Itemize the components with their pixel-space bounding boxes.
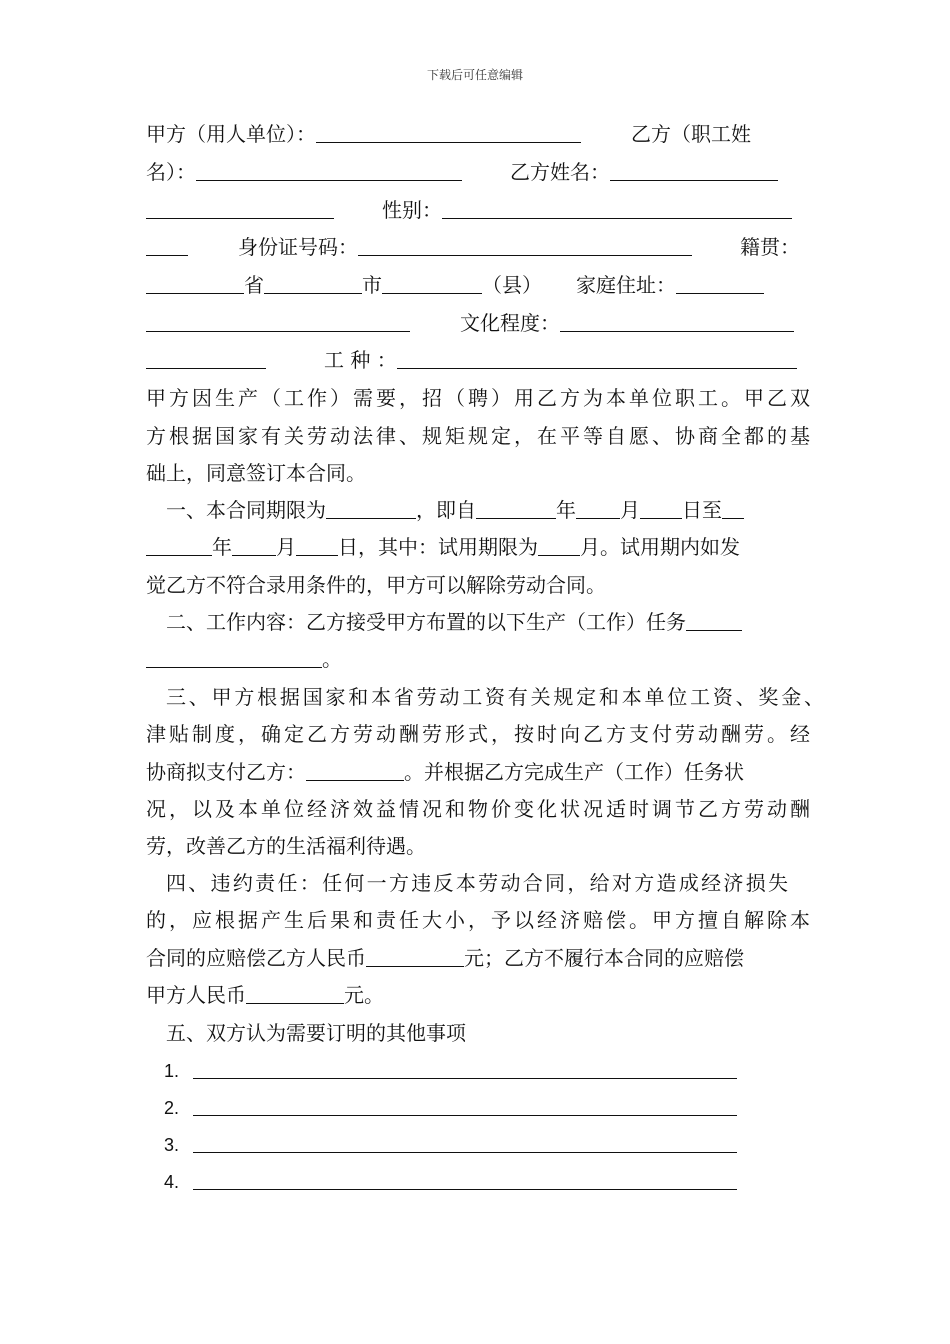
other-item-1-blank[interactable] [193,1058,737,1079]
start-year-blank[interactable] [476,498,556,519]
clause-4-line-3: 合同的应赔偿乙方人民币 元；乙方不履行本合同的应赔偿 [146,946,744,970]
compensation-a-blank[interactable] [366,946,464,967]
gender-line [146,196,810,224]
address-line [146,271,810,299]
intro-line-2: 方根据国家有关劳动法律、规矩规定，在平等自愿、协商全都的基 [146,424,810,448]
intro-line-1: 甲方因生产（工作）需要，招（聘）用乙方为本单位职工。甲乙双 [146,386,810,410]
clause-5-title: 五、双方认为需要订明的其他事项 [166,1021,466,1045]
gender-label: 性别： [382,198,442,222]
clause-4-line-4: 甲方人民币 元。 [146,983,384,1007]
party-a-line [146,120,810,148]
end-month-blank[interactable] [232,535,276,556]
page-header: 下载后可任意编辑 [426,68,523,82]
party-b-blank[interactable] [196,160,462,181]
id-blank[interactable] [358,235,692,256]
education-label: 文化程度： [460,311,560,335]
home-address-blank[interactable] [676,273,764,294]
education-blank[interactable] [560,311,794,332]
clause-1-line-1: 一、本合同期限为 ，即自 年 月 日至 [166,496,810,524]
other-item-2-blank[interactable] [193,1095,737,1116]
county-label: （县） [482,273,542,297]
party-a-blank[interactable] [316,122,581,143]
home-address-label: 家庭住址： [576,273,676,297]
other-item-4-blank[interactable] [193,1169,737,1190]
job-type-line [146,346,810,374]
clause-1-line-3: 觉乙方不符合录用条件的，甲方可以解除劳动合同。 [146,573,606,597]
other-item-1: 1. [164,1056,828,1085]
clause-3-line-2: 津贴制度，确定乙方劳动酬劳形式，按时向乙方支付劳动酬劳。经 [146,722,810,746]
other-item-2: 2. [164,1093,828,1122]
clause-3-line-1: 三、甲方根据国家和本省劳动工资有关规定和本单位工资、奖金、 [166,685,824,709]
city-blank[interactable] [264,273,362,294]
clause-2-line-2: 。 [146,645,810,673]
party-a-label: 甲方（用人单位）： [146,122,316,146]
home-address-blank-cont[interactable] [146,311,410,332]
probation-blank[interactable] [538,535,580,556]
party-b-name-blank-cont[interactable] [146,198,334,219]
start-month-blank[interactable] [576,498,620,519]
end-year-blank-cont[interactable] [146,535,212,556]
clause-3-line-3: 协商拟支付乙方： 。并根据乙方完成生产（工作）任务状 [146,760,744,784]
province-label: 省 [244,273,264,297]
start-day-blank[interactable] [640,498,682,519]
intro-line-3: 础上，同意签订本合同。 [146,461,366,485]
clause-4-line-1: 四、违约责任：任何一方违反本劳动合同，给对方造成经济损失 [166,871,788,895]
party-b-line [146,158,810,186]
other-item-3: 3. [164,1130,828,1159]
term-blank[interactable] [326,498,416,519]
party-b-label-2: 名）： [146,160,196,184]
native-place-label: 籍贯： [740,235,800,259]
county-blank[interactable] [382,273,482,294]
other-item-4: 4. [164,1167,828,1196]
party-b-name-label: 乙方姓名： [510,160,610,184]
job-type-blank[interactable] [397,348,797,369]
clause-2-line-1: 二、工作内容：乙方接受甲方布置的以下生产（工作）任务 [166,608,810,636]
end-day-blank[interactable] [296,535,338,556]
payment-blank[interactable] [306,760,404,781]
clause-1-line-2: 年 月 日，其中：试用期限为 月。试用期内如发 [146,533,810,561]
id-line [146,233,810,261]
gender-blank-cont[interactable] [146,235,188,256]
party-b-name-blank[interactable] [610,160,778,181]
clause-3-line-5: 劳，改善乙方的生活福利待遇。 [146,834,426,858]
other-item-3-blank[interactable] [193,1132,737,1153]
education-line [146,309,810,337]
clause-4-line-2: 的，应根据产生后果和责任大小，予以经济赔偿。甲方擅自解除本 [146,908,810,932]
gender-blank[interactable] [442,198,792,219]
education-blank-cont[interactable] [146,348,266,369]
id-label: 身份证号码： [238,235,358,259]
party-b-label-1: 乙方（职工姓 [631,122,751,146]
job-type-label: 工 种 ： [324,348,397,372]
clause-3-line-4: 况，以及本单位经济效益情况和物价变化状况适时调节乙方劳动酬 [146,797,810,821]
province-blank[interactable] [146,273,244,294]
task-blank[interactable] [686,610,742,631]
task-blank-cont[interactable] [146,647,322,668]
end-year-blank[interactable] [722,498,744,519]
city-label: 市 [362,273,382,297]
compensation-b-blank[interactable] [246,983,344,1004]
